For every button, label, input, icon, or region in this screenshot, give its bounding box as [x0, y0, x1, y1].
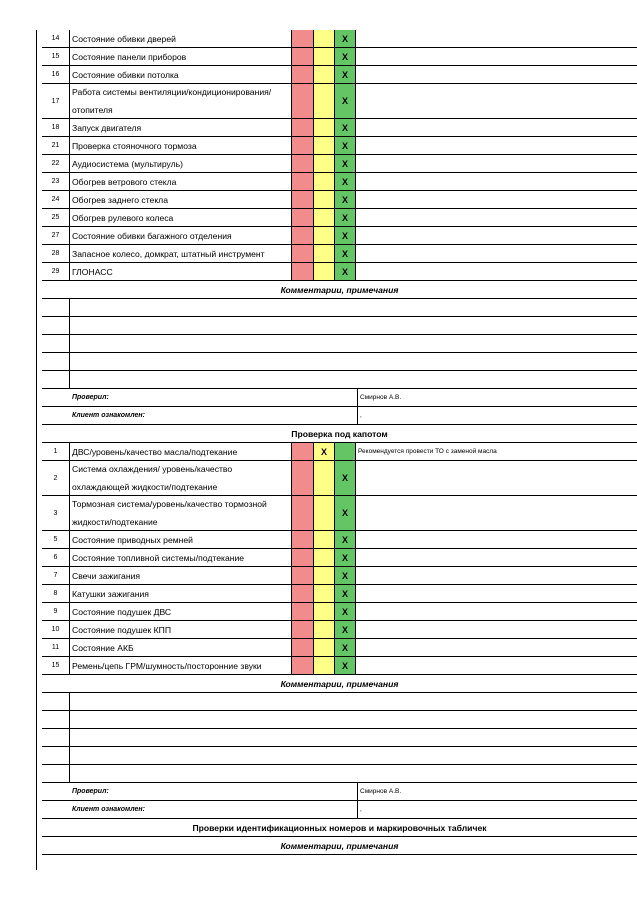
status-green-cell[interactable]: X	[335, 603, 356, 620]
status-red-cell[interactable]	[292, 567, 314, 584]
status-green-cell[interactable]: X	[335, 621, 356, 638]
row-note	[356, 137, 637, 154]
status-green-cell[interactable]	[335, 443, 356, 460]
row-number: 8	[42, 585, 70, 602]
row-number: 17	[42, 84, 70, 118]
row-number: 21	[42, 137, 70, 154]
check-row	[42, 496, 637, 531]
row-description: Состояние обивки дверей	[70, 30, 292, 47]
client-row-label: Клиент ознакомлен:	[70, 801, 358, 818]
comments-header	[42, 281, 637, 299]
status-red-cell[interactable]	[292, 30, 314, 47]
status-yellow-cell[interactable]	[314, 245, 335, 262]
comment-line-number	[42, 299, 70, 316]
check-row	[42, 119, 637, 137]
comment-line-field[interactable]	[70, 299, 637, 316]
row-description: Проверка стояночного тормоза	[70, 137, 292, 154]
row-number: 25	[42, 209, 70, 226]
comments-header	[42, 837, 637, 855]
row-description: Аудиосистема (мультируль)	[70, 155, 292, 172]
checked-by-row	[42, 389, 637, 407]
status-green-cell[interactable]: X	[335, 567, 356, 584]
row-number: 28	[42, 245, 70, 262]
row-note	[356, 496, 637, 530]
status-green-cell[interactable]: X	[335, 30, 356, 47]
client-row-value: ,	[360, 806, 362, 813]
comment-line	[42, 317, 637, 335]
status-yellow-cell[interactable]	[314, 585, 335, 602]
row-number: 18	[42, 119, 70, 136]
client-row-label: Клиент ознакомлен:	[70, 407, 358, 424]
status-yellow-cell[interactable]	[314, 191, 335, 208]
row-number: 9	[42, 603, 70, 620]
row-number: 7	[42, 567, 70, 584]
row-description: Катушки зажигания	[70, 585, 292, 602]
row-description: Состояние подушек КПП	[70, 621, 292, 638]
check-row	[42, 30, 637, 48]
check-row	[42, 443, 637, 461]
comments-header-text: Комментарии, примечания	[280, 840, 399, 851]
comment-line-number	[42, 371, 70, 388]
row-note	[356, 48, 637, 65]
row-number: 10	[42, 621, 70, 638]
row-number: 22	[42, 155, 70, 172]
comment-line-number	[42, 335, 70, 352]
comment-line-number	[42, 711, 70, 728]
status-yellow-cell[interactable]	[314, 496, 335, 530]
comment-line-field[interactable]	[70, 693, 637, 710]
check-row	[42, 461, 637, 496]
status-red-cell[interactable]	[292, 84, 314, 118]
row-note	[356, 227, 637, 244]
row-description: Ремень/цепь ГРМ/шумность/посторонние звуки	[70, 657, 292, 674]
status-yellow-cell[interactable]	[314, 657, 335, 674]
row-description: Работа системы вентиляции/кондиционирования/ отопителя	[70, 84, 292, 118]
status-red-cell[interactable]	[292, 585, 314, 602]
row-note	[356, 30, 637, 47]
status-yellow-cell[interactable]	[314, 119, 335, 136]
row-number: 1	[42, 443, 70, 460]
status-yellow-cell[interactable]	[314, 263, 335, 280]
row-note: Рекомендуется провести ТО с заменой масла	[358, 448, 497, 455]
row-description: Состояние АКБ	[70, 639, 292, 656]
status-red-cell[interactable]	[292, 209, 314, 226]
comments-header	[42, 675, 637, 693]
row-note	[356, 567, 637, 584]
row-note	[356, 119, 637, 136]
row-note	[356, 245, 637, 262]
row-number: 6	[42, 549, 70, 566]
section-title	[42, 425, 637, 443]
row-note	[356, 585, 637, 602]
status-red-cell[interactable]	[292, 549, 314, 566]
status-green-cell[interactable]: X	[335, 191, 356, 208]
row-description: Обогрев заднего стекла	[70, 191, 292, 208]
status-yellow-cell[interactable]	[314, 48, 335, 65]
status-green-cell[interactable]: X	[335, 496, 356, 530]
status-yellow-cell[interactable]	[314, 603, 335, 620]
check-row	[42, 549, 637, 567]
status-green-cell[interactable]: X	[335, 227, 356, 244]
comment-line	[42, 747, 637, 765]
status-green-cell[interactable]: X	[335, 209, 356, 226]
row-number: 24	[42, 191, 70, 208]
comment-line-field[interactable]	[70, 353, 637, 370]
comment-line-number	[42, 729, 70, 746]
row-description: Тормозная система/уровень/качество тормозной жидкости/подтекание	[70, 496, 292, 530]
comment-line-number	[42, 747, 70, 764]
client-row	[42, 407, 637, 425]
row-note	[356, 209, 637, 226]
checked-by-row-value: Смирнов А.В.	[360, 788, 402, 795]
comment-line	[42, 335, 637, 353]
row-description: Обогрев ветрового стекла	[70, 173, 292, 190]
status-red-cell[interactable]	[292, 173, 314, 190]
check-row	[42, 567, 637, 585]
check-row	[42, 621, 637, 639]
comment-line-number	[42, 765, 70, 782]
row-note	[356, 191, 637, 208]
check-row	[42, 84, 637, 119]
status-yellow-cell[interactable]	[314, 461, 335, 495]
status-red-cell[interactable]	[292, 263, 314, 280]
row-note	[356, 155, 637, 172]
status-red-cell[interactable]	[292, 496, 314, 530]
row-note	[356, 531, 637, 548]
row-description: Запасное колесо, домкрат, штатный инструмент	[70, 245, 292, 262]
status-red-cell[interactable]	[292, 191, 314, 208]
check-row	[42, 263, 637, 281]
status-yellow-cell[interactable]	[314, 567, 335, 584]
status-yellow-cell[interactable]	[314, 30, 335, 47]
row-note	[356, 657, 637, 674]
check-row	[42, 227, 637, 245]
row-number: 2	[42, 461, 70, 495]
row-note	[356, 173, 637, 190]
status-yellow-cell[interactable]	[314, 639, 335, 656]
status-green-cell[interactable]: X	[335, 66, 356, 83]
check-row	[42, 531, 637, 549]
status-green-cell[interactable]: X	[335, 173, 356, 190]
comments-header-text: Комментарии, примечания	[280, 678, 399, 689]
comment-line-field[interactable]	[70, 765, 637, 782]
status-yellow-cell[interactable]	[314, 66, 335, 83]
comment-line-number	[42, 693, 70, 710]
section-title	[42, 819, 637, 837]
status-red-cell[interactable]	[292, 245, 314, 262]
comment-line-field[interactable]	[70, 317, 637, 334]
comment-line	[42, 299, 637, 317]
row-note	[356, 549, 637, 566]
check-row	[42, 48, 637, 66]
left-border	[36, 30, 37, 870]
section-title-text: Проверка под капотом	[291, 428, 388, 439]
check-row	[42, 137, 637, 155]
check-row	[42, 209, 637, 227]
status-red-cell[interactable]	[292, 227, 314, 244]
row-description: Свечи зажигания	[70, 567, 292, 584]
status-yellow-cell[interactable]	[314, 621, 335, 638]
status-yellow-cell[interactable]	[314, 209, 335, 226]
check-row	[42, 603, 637, 621]
status-yellow-cell[interactable]	[314, 84, 335, 118]
checked-by-row	[42, 783, 637, 801]
row-number: 3	[42, 496, 70, 530]
status-red-cell[interactable]	[292, 443, 314, 460]
status-red-cell[interactable]	[292, 603, 314, 620]
check-row	[42, 585, 637, 603]
status-yellow-cell[interactable]	[314, 549, 335, 566]
checked-by-row-label: Проверил:	[70, 389, 358, 406]
comment-line	[42, 353, 637, 371]
row-number: 11	[42, 639, 70, 656]
status-green-cell[interactable]: X	[335, 585, 356, 602]
comment-line-field[interactable]	[70, 711, 637, 728]
check-row	[42, 191, 637, 209]
row-description: Состояние панели приборов	[70, 48, 292, 65]
status-yellow-cell[interactable]	[314, 531, 335, 548]
comment-line	[42, 693, 637, 711]
row-note	[356, 603, 637, 620]
row-note	[356, 84, 637, 118]
status-green-cell[interactable]: X	[335, 461, 356, 495]
row-number: 29	[42, 263, 70, 280]
row-note	[356, 621, 637, 638]
row-description: Состояние подушек ДВС	[70, 603, 292, 620]
status-green-cell[interactable]: X	[335, 155, 356, 172]
row-number: 5	[42, 531, 70, 548]
status-red-cell[interactable]	[292, 621, 314, 638]
status-red-cell[interactable]	[292, 155, 314, 172]
status-red-cell[interactable]	[292, 119, 314, 136]
status-red-cell[interactable]	[292, 66, 314, 83]
status-green-cell[interactable]: X	[335, 84, 356, 118]
section-title-text: Проверки идентификационных номеров и маркировочных табличек	[192, 822, 487, 833]
status-green-cell[interactable]: X	[335, 137, 356, 154]
row-description: Состояние обивки потолка	[70, 66, 292, 83]
row-note	[356, 639, 637, 656]
row-number: 23	[42, 173, 70, 190]
check-row	[42, 173, 637, 191]
row-description: Состояние приводных ремней	[70, 531, 292, 548]
status-red-cell[interactable]	[292, 137, 314, 154]
status-yellow-cell[interactable]	[314, 227, 335, 244]
status-green-cell[interactable]: X	[335, 263, 356, 280]
check-row	[42, 657, 637, 675]
checked-by-row-value: Смирнов А.В.	[360, 394, 402, 401]
status-yellow-cell[interactable]	[314, 155, 335, 172]
row-note	[356, 263, 637, 280]
row-description: Запуск двигателя	[70, 119, 292, 136]
client-row	[42, 801, 637, 819]
status-yellow-cell[interactable]	[314, 137, 335, 154]
comment-line-field[interactable]	[70, 371, 637, 388]
status-red-cell[interactable]	[292, 657, 314, 674]
row-note	[356, 461, 637, 495]
row-description: ДВС/уровень/качество масла/подтекание	[70, 443, 292, 460]
row-description: Состояние топливной системы/подтекание	[70, 549, 292, 566]
check-row	[42, 66, 637, 84]
status-green-cell[interactable]: X	[335, 119, 356, 136]
comment-line-field[interactable]	[70, 747, 637, 764]
checked-by-row-label: Проверил:	[70, 783, 358, 800]
row-number: 15	[42, 48, 70, 65]
row-number: 16	[42, 66, 70, 83]
inspection-sheet	[36, 0, 637, 900]
row-number: 14	[42, 30, 70, 47]
comment-line	[42, 729, 637, 747]
status-green-cell[interactable]: X	[335, 657, 356, 674]
comment-line-number	[42, 353, 70, 370]
client-row-value: ,	[360, 412, 362, 419]
row-description: Состояние обивки багажного отделения	[70, 227, 292, 244]
status-green-cell[interactable]: X	[335, 48, 356, 65]
check-row	[42, 245, 637, 263]
status-green-cell[interactable]: X	[335, 245, 356, 262]
status-green-cell[interactable]: X	[335, 549, 356, 566]
status-red-cell[interactable]	[292, 531, 314, 548]
comments-header-text: Комментарии, примечания	[280, 284, 399, 295]
comment-line-field[interactable]	[70, 335, 637, 352]
comment-line	[42, 765, 637, 783]
comment-line-field[interactable]	[70, 729, 637, 746]
comment-line-number	[42, 317, 70, 334]
check-row	[42, 639, 637, 657]
status-green-cell[interactable]: X	[335, 639, 356, 656]
comment-line	[42, 371, 637, 389]
check-row	[42, 155, 637, 173]
comment-line	[42, 711, 637, 729]
row-description: Система охлаждения/ уровень/качество охлаждающей жидкости/подтекание	[70, 461, 292, 495]
row-description: Обогрев рулевого колеса	[70, 209, 292, 226]
status-yellow-cell[interactable]: X	[314, 443, 335, 460]
status-red-cell[interactable]	[292, 461, 314, 495]
row-number: 15	[42, 657, 70, 674]
row-number: 27	[42, 227, 70, 244]
status-yellow-cell[interactable]	[314, 173, 335, 190]
row-description: ГЛОНАСС	[70, 263, 292, 280]
status-green-cell[interactable]: X	[335, 531, 356, 548]
status-red-cell[interactable]	[292, 48, 314, 65]
row-note	[356, 66, 637, 83]
status-red-cell[interactable]	[292, 639, 314, 656]
